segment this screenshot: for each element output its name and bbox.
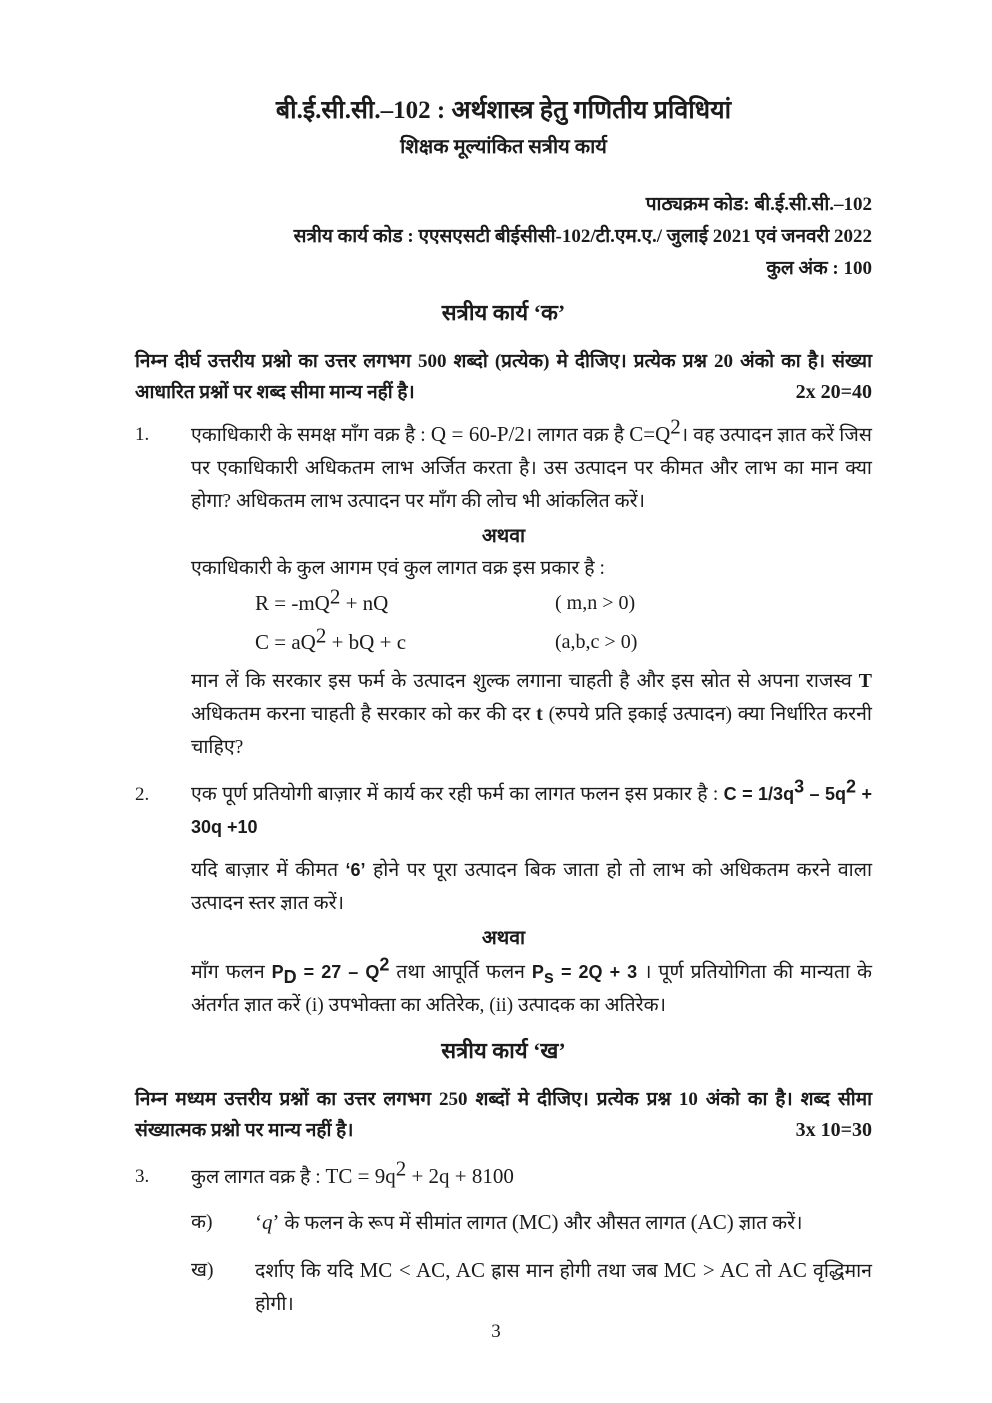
question-1-alt-text: मान लें कि सरकार इस फर्म के उत्पादन शुल्क लगाना चाहती है और इस स्रोत से अपना राजस्व T अधिकतम करना चाहती है सरकार को कर की दर t (रुपये प्रति इकाई उत्पादन) क्या निर्धारित करनी चाहिए?: [191, 670, 872, 758]
cost-formula-condition: (a,b,c > 0): [555, 631, 638, 653]
revenue-formula-condition: ( m,n > 0): [555, 592, 636, 614]
question-3-part-b: [191, 1254, 872, 1321]
question-1-or-label: अथवा: [481, 526, 526, 547]
course-code-line: पाठ्यक्रम कोड: बी.ई.सी.सी.–102: [645, 194, 872, 215]
page-subtitle: शिक्षक मूल्यांकित सत्रीय कार्य: [400, 136, 607, 158]
question-3-part-a-label: क): [191, 1212, 213, 1233]
question-3-part-b-label: ख): [191, 1260, 214, 1281]
question-2-number: 2.: [135, 784, 150, 805]
question-2-or-label: अथवा: [481, 928, 526, 949]
section-a-marks: 2x 20=40: [795, 381, 872, 403]
page-title: बी.ई.सी.सी.–102 : अर्थशास्त्र हेतु गणितीय प्रविधियां: [275, 97, 732, 124]
question-1-formula-cost: [255, 624, 872, 663]
revenue-formula: $R = -mQ^2$ + nQ: [255, 584, 389, 615]
document-meta: [135, 191, 872, 282]
question-1-number: 1.: [135, 424, 150, 445]
question-3-part-b-text: दर्शाए कि यदि MC < AC, AC ह्रास मान होगी तथा जब MC > AC तो AC वृद्धिमान होगी।: [255, 1258, 872, 1315]
question-3-part-a: [191, 1206, 872, 1240]
question-3: [135, 1156, 872, 1194]
question-2-subtext: यदि बाज़ार में कीमत ‘6’ होने पर पूरा उत्पादन बिक जाता हो तो लाभ को अधिकतम करने वाला उत्पादन स्तर ज्ञात करें।: [191, 860, 873, 914]
section-a-instructions: [135, 346, 872, 408]
section-b-instructions-text: निम्न मध्यम उत्तरीय प्रश्नों का उत्तर लगभग 250 शब्दों मे दीजिए। प्रत्येक प्रश्न 10 अंको का है। शब्द सीमा संख्यात्मक प्रश्नो पर मान्य नहीं है।: [135, 1089, 872, 1141]
question-3-part-a-text: ‘q’ के फलन के रूप में सीमांत लागत (MC) और औसत लागत (AC) ज्ञात करें।: [255, 1210, 803, 1234]
section-b-instructions: [135, 1084, 872, 1146]
question-3-number: 3.: [135, 1166, 150, 1187]
total-marks-line: कुल अंक : 100: [766, 258, 872, 279]
question-2: [135, 778, 872, 844]
question-1-formula-revenue: [255, 585, 872, 624]
question-3-text: कुल लागत वक्र है : TC = $9q^2 + 2q + 8100$: [191, 1156, 514, 1188]
section-b-marks: 3x 10=30: [795, 1119, 872, 1141]
question-1-text: एकाधिकारी के समक्ष माँग वक्र है : Q = 60-P/2। लागत वक्र है $C=Q^2।$ वह उत्पादन ज्ञात करें जिस पर एकाधिकारी अधिकतम लाभ अर्जित करता है। उस उत्पादन पर कीमत और लाभ का मान क्या होगा? अधिकतम लाभ उत्पादन पर माँग की लोच भी आंकलित करें।: [191, 414, 872, 512]
page-number: 3: [491, 1321, 501, 1342]
section-a-heading: सत्रीय कार्य ‘क’: [441, 300, 566, 325]
assignment-code-line: सत्रीय कार्य कोड : एएसएसटी बीईसीसी-102/टी.एम.ए./ जुलाई 2021 एवं जनवरी 2022: [293, 226, 872, 247]
question-1-alt-intro: एकाधिकारी के कुल आगम एवं कुल लागत वक्र इस प्रकार है :: [191, 558, 605, 579]
section-b-heading: सत्रीय कार्य ‘ख’: [441, 1038, 566, 1063]
question-2-alt-text: माँग फलन $P_D = 27 - Q^2$ तथा आपूर्ति फलन $P_s = 2Q + 3$ । पूर्ण प्रतियोगिता की मान्यता के अंतर्गत ज्ञात करें (i) उपभोक्ता का अतिरेक, (ii) उत्पादक का अतिरेक।: [191, 954, 872, 1016]
question-2-text: एक पूर्ण प्रतियोगी बाज़ार में कार्य कर रही फर्म का लागत फलन इस प्रकार है : $C = 1/3q^3 - 5q^2 + 30q +10$: [191, 776, 872, 837]
question-1: [135, 414, 872, 518]
cost-formula: $C = aQ^2$ + bQ + c: [255, 623, 407, 654]
section-a-instructions-text: निम्न दीर्घ उत्तरीय प्रश्नो का उत्तर लगभग 500 शब्दो (प्रत्येक) मे दीजिए। प्रत्येक प्रश्न 20 अंको का है। संख्या आधारित प्रश्नों पर शब्द सीमा मान्य नहीं है।: [135, 351, 872, 403]
